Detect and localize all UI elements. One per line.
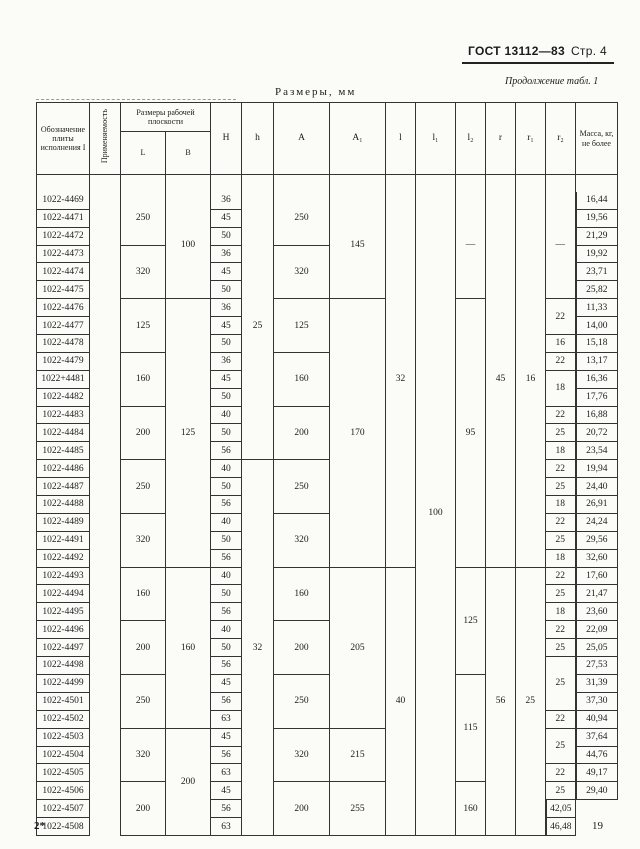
r2-cell: 22 [546, 710, 576, 728]
designation-cell: 1022-4487 [37, 478, 90, 496]
designation-cell: 1022-4469 [37, 192, 90, 209]
height-cell: 63 [211, 818, 242, 836]
applicability-cell [90, 478, 121, 496]
b-cell: 200 [166, 728, 211, 835]
r2-cell: 16 [546, 335, 576, 353]
designation-cell: 1022-4491 [37, 531, 90, 549]
r2-cell: 25 [546, 639, 576, 657]
designation-cell: 1022-4493 [37, 567, 90, 585]
l1-cell: 100 [416, 192, 456, 836]
height-cell: 45 [211, 370, 242, 388]
a-cell: 200 [274, 782, 330, 836]
height-cell: 36 [211, 192, 242, 209]
r2-cell: 22 [546, 567, 576, 585]
designation-cell: 1022-4486 [37, 460, 90, 478]
a-cell: 200 [274, 621, 330, 675]
mass-cell: 44,76 [576, 746, 618, 764]
r2-cell: 18 [546, 496, 576, 514]
height-cell: 45 [211, 209, 242, 227]
l-cell: 160 [121, 567, 166, 621]
r2-cell: 25 [546, 782, 576, 800]
height-cell: 40 [211, 567, 242, 585]
r2-cell: 25 [546, 424, 576, 442]
mass-cell: 32,60 [576, 549, 618, 567]
applicability-cell [90, 782, 121, 800]
col-L: L [121, 132, 166, 175]
height-cell: 56 [211, 692, 242, 710]
a1-cell: 215 [330, 728, 386, 782]
a-cell: 160 [274, 352, 330, 406]
r2-cell: 25 [546, 531, 576, 549]
col-l2: l₂ [456, 103, 486, 175]
mass-cell: 23,60 [576, 603, 618, 621]
mass-cell: 21,29 [576, 227, 618, 245]
height-cell: 50 [211, 227, 242, 245]
designation-cell: 1022-4505 [37, 764, 90, 782]
mass-cell: 25,82 [576, 281, 618, 299]
l-cell: 160 [121, 352, 166, 406]
applicability-cell [90, 603, 121, 621]
mass-cell: 46,48 [546, 818, 576, 836]
applicability-cell [90, 800, 121, 818]
designation-cell: 1022-4474 [37, 263, 90, 281]
designation-cell: 1022-4482 [37, 388, 90, 406]
height-cell: 50 [211, 585, 242, 603]
mass-cell: 17,76 [576, 388, 618, 406]
b-cell: 160 [166, 567, 211, 728]
a-cell: 250 [274, 460, 330, 514]
applicability-cell [90, 370, 121, 388]
applicability-cell [90, 406, 121, 424]
col-r: r [486, 103, 516, 175]
r2-cell: 25 [546, 585, 576, 603]
mass-cell: 42,05 [546, 800, 576, 818]
col-A1: A₁ [330, 103, 386, 175]
document-code [468, 44, 607, 58]
applicability-cell [90, 352, 121, 370]
l-cell: 125 [121, 299, 166, 353]
height-cell: 50 [211, 478, 242, 496]
height-cell: 45 [211, 728, 242, 746]
applicability-cell [90, 424, 121, 442]
mass-cell: 16,36 [576, 370, 618, 388]
designation-cell: 1022-4476 [37, 299, 90, 317]
applicability-cell [90, 209, 121, 227]
applicability-cell [90, 549, 121, 567]
r2-cell: — [546, 192, 576, 299]
mass-cell: 14,00 [576, 317, 618, 335]
applicability-cell [90, 192, 121, 209]
header-rule [462, 62, 614, 64]
mass-cell: 20,72 [576, 424, 618, 442]
applicability-cell [90, 245, 121, 263]
a1-cell: 145 [330, 192, 386, 299]
l2-cell: — [456, 192, 486, 299]
a1-cell: 255 [330, 782, 386, 836]
designation-cell: 1022-4473 [37, 245, 90, 263]
applicability-cell [90, 263, 121, 281]
applicability-cell [90, 227, 121, 245]
designation-cell: 1022-4471 [37, 209, 90, 227]
mass-cell: 40,94 [576, 710, 618, 728]
height-cell: 45 [211, 263, 242, 281]
r2-cell: 25 [546, 657, 576, 711]
designation-cell: 1022-4506 [37, 782, 90, 800]
height-cell: 56 [211, 442, 242, 460]
height-cell: 50 [211, 335, 242, 353]
col-designation: Обозначение плиты исполнения I [37, 103, 90, 175]
designation-cell: 1022-4503 [37, 728, 90, 746]
designation-cell: 1022-4502 [37, 710, 90, 728]
mass-cell: 15,18 [576, 335, 618, 353]
r2-cell: 22 [546, 460, 576, 478]
col-r1: r₁ [516, 103, 546, 175]
height-cell: 56 [211, 746, 242, 764]
r2-cell: 22 [546, 299, 576, 335]
designation-cell: 1022-4499 [37, 674, 90, 692]
mass-cell: 11,33 [576, 299, 618, 317]
designation-cell: 1022-4484 [37, 424, 90, 442]
height-cell: 50 [211, 281, 242, 299]
r2-cell: 22 [546, 513, 576, 531]
col-work-surface: Размеры рабочей плоскости [121, 103, 211, 132]
r2-cell: 18 [546, 549, 576, 567]
applicability-cell [90, 567, 121, 585]
height-cell: 36 [211, 245, 242, 263]
col-H: H [211, 103, 242, 175]
applicability-cell [90, 621, 121, 639]
height-cell: 50 [211, 531, 242, 549]
mass-cell: 19,92 [576, 245, 618, 263]
mass-cell: 37,30 [576, 692, 618, 710]
applicability-cell [90, 531, 121, 549]
height-cell: 56 [211, 496, 242, 514]
designation-cell: 1022-4488 [37, 496, 90, 514]
designation-cell: 1022-4501 [37, 692, 90, 710]
height-cell: 56 [211, 549, 242, 567]
mass-cell: 49,17 [576, 764, 618, 782]
designation-cell: 1022+4481 [37, 370, 90, 388]
col-mass: Масса, кг, не более [576, 103, 618, 175]
mass-cell: 23,71 [576, 263, 618, 281]
page-label: Стр. 4 [570, 44, 607, 58]
applicability-cell [90, 317, 121, 335]
mass-cell: 24,24 [576, 513, 618, 531]
a-cell: 250 [274, 192, 330, 245]
col-r2: r₂ [546, 103, 576, 175]
designation-cell: 1022-4478 [37, 335, 90, 353]
designation-cell: 1022-4507 [37, 800, 90, 818]
height-cell: 56 [211, 603, 242, 621]
r2-cell: 22 [546, 352, 576, 370]
mass-cell: 22,09 [576, 621, 618, 639]
height-cell: 45 [211, 317, 242, 335]
applicability-cell [90, 710, 121, 728]
applicability-cell [90, 281, 121, 299]
applicability-cell [90, 335, 121, 353]
designation-cell: 1022-4498 [37, 657, 90, 675]
height-cell: 40 [211, 406, 242, 424]
mass-cell: 17,60 [576, 567, 618, 585]
footer-left: 2* [34, 820, 45, 832]
a-cell: 320 [274, 245, 330, 299]
applicability-cell [90, 585, 121, 603]
r2-cell: 25 [546, 478, 576, 496]
designation-cell: 1022-4483 [37, 406, 90, 424]
a-cell: 200 [274, 406, 330, 460]
a1-cell: 205 [330, 567, 386, 728]
height-cell: 40 [211, 513, 242, 531]
continuation-note: Продолжение табл. 1 [505, 76, 599, 87]
designation-cell: 1022-4508 [37, 818, 90, 836]
l2-cell: 115 [456, 674, 486, 781]
designation-cell: 1022-4485 [37, 442, 90, 460]
col-l1: l₁ [416, 103, 456, 175]
height-cell: 36 [211, 299, 242, 317]
a-cell: 320 [274, 513, 330, 567]
r-cell: 56 [486, 567, 516, 835]
mass-cell: 31,39 [576, 674, 618, 692]
mass-cell: 37,64 [576, 728, 618, 746]
mass-cell: 29,40 [576, 782, 618, 800]
l-cell: 250 [121, 674, 166, 728]
l-cell: 320 [121, 513, 166, 567]
l-cell: 320 [121, 245, 166, 299]
applicability-cell [90, 496, 121, 514]
h-cell: 25 [242, 192, 274, 460]
designation-cell: 1022-4494 [37, 585, 90, 603]
l-cell: 40 [386, 567, 416, 835]
height-cell: 63 [211, 764, 242, 782]
height-cell: 56 [211, 657, 242, 675]
spacer-row [37, 175, 618, 192]
designation-cell: 1022-4496 [37, 621, 90, 639]
a-cell: 160 [274, 567, 330, 621]
r2-cell: 18 [546, 370, 576, 406]
table-row [37, 192, 618, 209]
applicability-cell [90, 460, 121, 478]
b-cell: 125 [166, 299, 211, 567]
designation-cell: 1022-4489 [37, 513, 90, 531]
height-cell: 50 [211, 424, 242, 442]
l2-cell: 160 [456, 782, 486, 836]
height-cell: 40 [211, 621, 242, 639]
r2-cell: 25 [546, 728, 576, 764]
applicability-cell [90, 764, 121, 782]
designation-cell: 1022-4479 [37, 352, 90, 370]
applicability-cell [90, 818, 121, 836]
mass-cell: 19,56 [576, 209, 618, 227]
r1-cell: 25 [516, 567, 546, 835]
col-l: l [386, 103, 416, 175]
l-cell: 32 [386, 192, 416, 567]
designation-cell: 1022-4472 [37, 227, 90, 245]
designation-cell: 1022-4475 [37, 281, 90, 299]
designation-cell: 1022-4504 [37, 746, 90, 764]
r2-cell: 22 [546, 764, 576, 782]
applicability-cell [90, 728, 121, 746]
l-cell: 200 [121, 782, 166, 836]
divider [36, 99, 236, 100]
height-cell: 50 [211, 388, 242, 406]
mass-cell: 27,53 [576, 657, 618, 675]
applicability-cell [90, 657, 121, 675]
l-cell: 200 [121, 621, 166, 675]
mass-cell: 23,54 [576, 442, 618, 460]
r2-cell: 22 [546, 621, 576, 639]
mass-cell: 21,47 [576, 585, 618, 603]
a-cell: 320 [274, 728, 330, 782]
mass-cell: 16,44 [576, 192, 618, 209]
l2-cell: 125 [456, 567, 486, 674]
designation-cell: 1022-4497 [37, 639, 90, 657]
l-cell: 200 [121, 406, 166, 460]
r2-cell: 22 [546, 406, 576, 424]
table-body [37, 175, 618, 836]
applicability-cell [90, 442, 121, 460]
applicability-cell [90, 299, 121, 317]
applicability-cell [90, 639, 121, 657]
l-cell: 320 [121, 728, 166, 782]
col-applicability-label: Применяемость [100, 109, 110, 164]
a-cell: 250 [274, 674, 330, 728]
r1-cell: 16 [516, 192, 546, 567]
h-cell: 32 [242, 460, 274, 836]
l2-cell: 95 [456, 299, 486, 567]
designation-cell: 1022-4477 [37, 317, 90, 335]
mass-cell: 13,17 [576, 352, 618, 370]
mass-cell: 26,91 [576, 496, 618, 514]
page-number: 19 [592, 820, 603, 832]
dimensions-title: Размеры, мм [275, 86, 357, 98]
height-cell: 50 [211, 639, 242, 657]
r2-cell: 18 [546, 603, 576, 621]
table-row [37, 567, 618, 585]
designation-cell: 1022-4492 [37, 549, 90, 567]
designation-cell: 1022-4495 [37, 603, 90, 621]
col-A: A [274, 103, 330, 175]
height-cell: 40 [211, 460, 242, 478]
applicability-cell [90, 692, 121, 710]
applicability-cell [90, 388, 121, 406]
r-cell: 45 [486, 192, 516, 567]
col-applicability [90, 103, 121, 175]
b-cell: 100 [166, 192, 211, 299]
a1-cell: 170 [330, 299, 386, 567]
l-cell: 250 [121, 192, 166, 245]
col-h: h [242, 103, 274, 175]
height-cell: 56 [211, 800, 242, 818]
mass-cell: 16,88 [576, 406, 618, 424]
height-cell: 45 [211, 782, 242, 800]
mass-cell: 25,05 [576, 639, 618, 657]
mass-cell: 19,94 [576, 460, 618, 478]
mass-cell: 29,56 [576, 531, 618, 549]
applicability-cell [90, 674, 121, 692]
mass-cell: 24,40 [576, 478, 618, 496]
applicability-cell [90, 513, 121, 531]
gost-number: ГОСТ 13112—83 [468, 44, 565, 58]
applicability-cell [90, 746, 121, 764]
l-cell: 250 [121, 460, 166, 514]
height-cell: 36 [211, 352, 242, 370]
dimensions-table [36, 102, 618, 836]
height-cell: 63 [211, 710, 242, 728]
r2-cell: 18 [546, 442, 576, 460]
col-B: B [166, 132, 211, 175]
height-cell: 45 [211, 674, 242, 692]
a-cell: 125 [274, 299, 330, 353]
